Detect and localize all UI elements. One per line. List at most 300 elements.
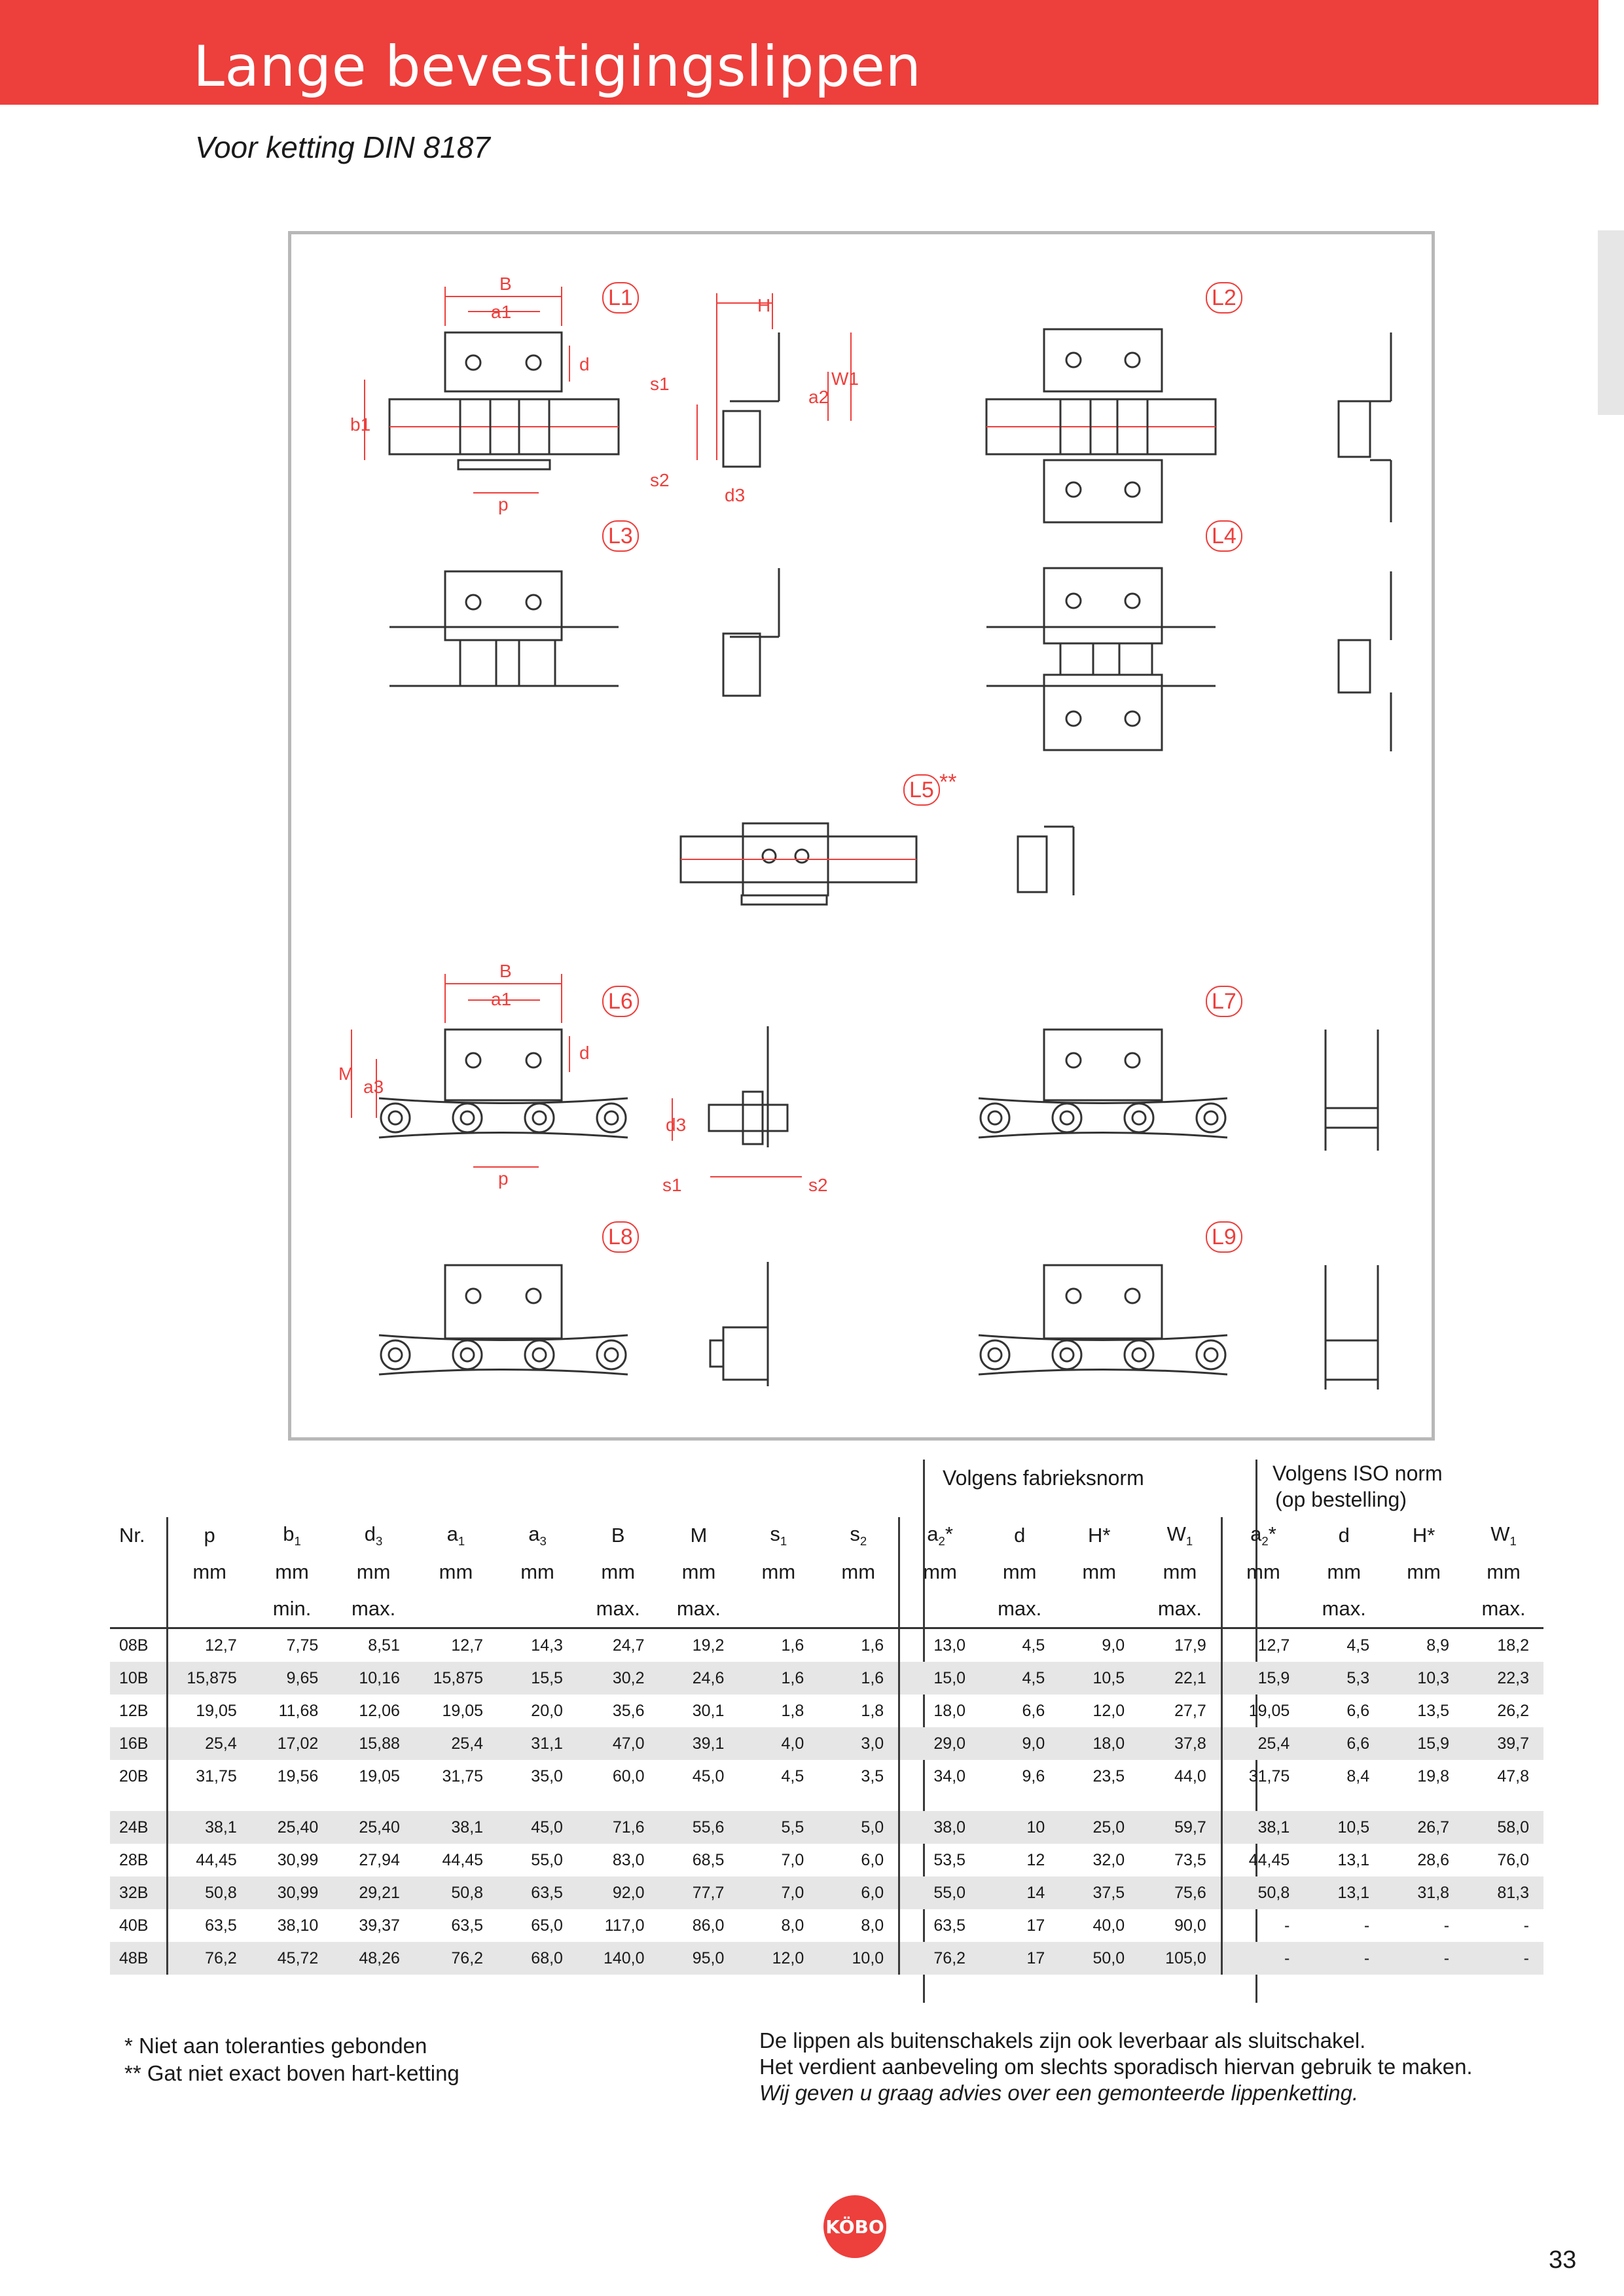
dim-label-b1: b1 <box>350 414 371 435</box>
table-cell: 15,9 <box>1221 1662 1304 1695</box>
table-cell: 12,7 <box>451 1636 484 1655</box>
chain-number: 08B <box>119 1636 149 1655</box>
gap-cell <box>1464 1793 1543 1811</box>
side-roller <box>723 1327 768 1380</box>
table-cell: 76,2 <box>899 1942 980 1975</box>
side-link <box>723 411 760 467</box>
unit-cell: mm <box>275 1560 309 1583</box>
gap-cell <box>497 1793 577 1811</box>
table-row <box>110 1727 1543 1760</box>
plate-outline <box>445 332 562 391</box>
gap-cell <box>110 1793 167 1811</box>
gap-cell <box>1059 1793 1139 1811</box>
table-cell: 55,6 <box>659 1811 739 1844</box>
table-cell: 13,1 <box>1304 1876 1384 1909</box>
table-cell: 63,5 <box>497 1876 577 1909</box>
table-cell: 38,10 <box>277 1916 319 1935</box>
chain-number: 20B <box>119 1767 149 1785</box>
table-cell: 68,5 <box>692 1850 725 1869</box>
table-row <box>110 1695 1543 1727</box>
roller <box>597 1103 626 1132</box>
table-cell: 15,875 <box>167 1662 251 1695</box>
table-cell: 29,21 <box>333 1876 414 1909</box>
table-cell: 7,75 <box>286 1636 319 1655</box>
table-cell: 12,0 <box>1092 1701 1125 1720</box>
dim-label-M: M <box>338 1064 354 1084</box>
unit-cell: mm <box>899 1554 980 1590</box>
limit-cell: max. <box>1304 1590 1384 1628</box>
side-pin <box>709 1105 787 1131</box>
table-cell: 1,6 <box>738 1662 818 1695</box>
table-cell: 4,5 <box>781 1767 804 1785</box>
limit-cell <box>497 1590 577 1628</box>
column-header: d <box>1014 1524 1026 1547</box>
chain-number: 28B <box>119 1850 149 1869</box>
table-cell: 20,0 <box>531 1701 563 1720</box>
unit-cell: mm <box>681 1560 716 1583</box>
bolt-hole <box>1125 1053 1140 1067</box>
dim-label-W1: W1 <box>831 368 859 389</box>
header-row-columns <box>110 1517 1543 1554</box>
table-cell: 44,0 <box>1174 1767 1206 1785</box>
figure-label-L7: L7 <box>1212 989 1236 1014</box>
chain-side-outline <box>379 1098 628 1138</box>
column-header: $a_1$ <box>446 1522 465 1549</box>
column-header: $a_2*$ <box>899 1517 980 1554</box>
table-cell: - <box>1464 1942 1543 1975</box>
side-pin <box>710 1340 723 1367</box>
limit-cell <box>1059 1590 1139 1628</box>
table-cell: 92,0 <box>577 1876 659 1909</box>
gap-cell <box>1384 1793 1464 1811</box>
table-cell: 44,45 <box>1221 1844 1304 1876</box>
table-cell: 4,5 <box>1022 1636 1045 1655</box>
table-cell: 8,51 <box>368 1636 400 1655</box>
roller <box>981 1340 1009 1369</box>
table-cell: 25,40 <box>333 1811 414 1844</box>
page-subtitle: Voor ketting DIN 8187 <box>195 130 490 164</box>
table-cell: 76,2 <box>414 1942 497 1975</box>
gap-cell <box>251 1793 333 1811</box>
gap-cell <box>659 1793 739 1811</box>
side-link <box>1018 836 1047 892</box>
table-cell: 13,1 <box>1337 1850 1370 1869</box>
bolt-hole <box>1125 711 1140 726</box>
roller-link <box>1060 643 1093 675</box>
remark-2: Het verdient aanbeveling om slechts sporadisch hiervan gebruik te maken. <box>759 2054 1473 2079</box>
table-cell: 26,2 <box>1497 1701 1529 1720</box>
plate-outline <box>1044 329 1162 391</box>
column-header: B <box>611 1524 625 1547</box>
table-cell: 38,0 <box>899 1811 980 1844</box>
limit-cell <box>110 1590 167 1628</box>
side-link <box>723 634 760 696</box>
table-cell: 17,9 <box>1174 1636 1206 1655</box>
unit-cell: mm <box>1163 1560 1197 1583</box>
table-cell: 1,6 <box>861 1636 884 1655</box>
unit-cell: mm <box>841 1560 876 1583</box>
table-cell: 27,7 <box>1174 1701 1206 1720</box>
footnote-2: ** Gat niet exact boven hart-ketting <box>124 2061 460 2085</box>
unit-cell: mm <box>356 1560 391 1583</box>
pin <box>533 1111 546 1124</box>
table-cell: 25,4 <box>1221 1727 1304 1760</box>
limit-cell: max. <box>1464 1590 1543 1628</box>
table-cell: 25,4 <box>167 1727 251 1760</box>
table-cell: 18,0 <box>1059 1727 1139 1760</box>
table-cell: 31,1 <box>497 1727 577 1760</box>
gap-cell <box>1221 1793 1304 1811</box>
roller <box>1053 1103 1081 1132</box>
roller <box>381 1340 410 1369</box>
plate-outline <box>445 571 562 640</box>
side-roller <box>743 1092 763 1144</box>
table-cell: 60,0 <box>612 1767 645 1785</box>
spec-table-body <box>110 1628 1543 1975</box>
column-header: $W_1$ <box>1490 1522 1517 1549</box>
table-cell: 83,0 <box>612 1850 645 1869</box>
table-cell: 38,1 <box>1221 1811 1304 1844</box>
table-row <box>110 1662 1543 1695</box>
table-row <box>110 1844 1543 1876</box>
table-cell: - <box>1221 1909 1304 1942</box>
table-row <box>110 1811 1543 1844</box>
roller <box>381 1103 410 1132</box>
roller <box>981 1103 1009 1132</box>
table-cell: 63,5 <box>167 1909 251 1942</box>
limit-cell <box>738 1590 818 1628</box>
gap-cell <box>333 1793 414 1811</box>
roller-link <box>460 640 496 686</box>
table-cell: 10,5 <box>1059 1662 1139 1695</box>
gap-cell <box>1304 1793 1384 1811</box>
figure-label-L2: L2 <box>1212 285 1236 310</box>
table-cell: 6,0 <box>861 1850 884 1869</box>
table-cell: 30,1 <box>692 1701 725 1720</box>
chain-number: 16B <box>110 1727 167 1760</box>
bottom-plate <box>458 460 550 469</box>
pin <box>1060 1111 1074 1124</box>
table-cell: 1,8 <box>861 1701 884 1720</box>
bolt-hole <box>795 850 808 863</box>
roller-link <box>519 640 555 686</box>
table-row <box>110 1942 1543 1975</box>
unit-cell: mm <box>439 1560 473 1583</box>
dim-label-a1: a1 <box>491 302 512 322</box>
table-cell: 19,05 <box>442 1701 484 1720</box>
table-cell: 37,5 <box>1059 1876 1139 1909</box>
table-cell: 63,5 <box>899 1909 980 1942</box>
roller <box>1053 1340 1081 1369</box>
gap-cell <box>818 1793 899 1811</box>
remark-1: De lippen als buitenschakels zijn ook leverbaar als sluitschakel. <box>759 2028 1366 2053</box>
table-cell: 11,68 <box>278 1701 319 1720</box>
table-cell: 40,0 <box>1092 1916 1125 1935</box>
table-cell: 45,0 <box>692 1767 725 1785</box>
spec-table <box>110 1517 1543 1975</box>
dim-label-d-L6: d <box>579 1043 590 1063</box>
side-link <box>1339 640 1370 692</box>
row-gap <box>110 1793 1543 1811</box>
roller <box>1125 1340 1153 1369</box>
dim-label-s2-L6: s2 <box>808 1175 828 1195</box>
unit-cell: mm <box>1407 1560 1441 1583</box>
table-cell: 7,0 <box>738 1876 818 1909</box>
header-row-units <box>110 1554 1543 1590</box>
figure-label-L9: L9 <box>1212 1225 1236 1249</box>
limit-cell <box>414 1590 497 1628</box>
pin <box>605 1348 618 1361</box>
table-cell: 18,0 <box>899 1695 980 1727</box>
bolt-hole <box>466 595 480 609</box>
column-header: $a_2*$ <box>1221 1517 1304 1554</box>
dim-label-s2: s2 <box>650 470 670 490</box>
table-cell: 76,0 <box>1497 1850 1529 1869</box>
table-cell: 38,1 <box>167 1811 251 1844</box>
table-cell: 50,8 <box>1221 1876 1304 1909</box>
bolt-hole <box>526 1053 541 1067</box>
kobo-logo: KÖBO <box>823 2195 886 2258</box>
table-cell: 13,0 <box>899 1628 980 1662</box>
chain-number: 10B <box>110 1662 167 1695</box>
table-cell: 6,0 <box>818 1876 899 1909</box>
table-cell: 28,6 <box>1417 1850 1450 1869</box>
table-cell: 9,0 <box>1102 1636 1125 1655</box>
roller <box>1197 1340 1225 1369</box>
gap-cell <box>738 1793 818 1811</box>
roller <box>453 1340 482 1369</box>
roller <box>525 1103 554 1132</box>
table-cell: 12,0 <box>738 1942 818 1975</box>
bolt-hole <box>466 355 480 370</box>
table-cell: 31,75 <box>167 1760 251 1793</box>
table-row <box>110 1628 1543 1662</box>
table-cell: 3,5 <box>861 1767 884 1785</box>
table-cell: 24,6 <box>659 1662 739 1695</box>
technical-drawing <box>288 231 1435 1441</box>
table-cell: 7,0 <box>781 1850 804 1869</box>
table-cell: 14 <box>980 1876 1059 1909</box>
pin <box>1204 1111 1218 1124</box>
roller <box>597 1340 626 1369</box>
table-cell: 34,0 <box>899 1760 980 1793</box>
table-cell: 14,3 <box>531 1636 563 1655</box>
table-cell: 35,0 <box>531 1767 563 1785</box>
plate-outline <box>1044 568 1162 643</box>
figure-label-L4: L4 <box>1212 524 1236 548</box>
unit-cell: mm <box>167 1554 251 1590</box>
table-cell: 31,75 <box>1221 1760 1304 1793</box>
roller <box>525 1340 554 1369</box>
bolt-hole <box>466 1289 480 1303</box>
unit-cell: mm <box>1221 1554 1304 1590</box>
table-cell: 25,4 <box>414 1727 497 1760</box>
table-cell: 15,9 <box>1384 1727 1464 1760</box>
table-cell: 12,7 <box>1221 1628 1304 1662</box>
table-cell: 75,6 <box>1139 1876 1221 1909</box>
table-cell: 5,3 <box>1304 1662 1384 1695</box>
table-cell: 68,0 <box>497 1942 577 1975</box>
table-cell: - <box>1363 1916 1370 1935</box>
table-cell: 12,7 <box>167 1628 251 1662</box>
gap-cell <box>167 1793 251 1811</box>
dim-label-d3-L6: d3 <box>666 1115 687 1135</box>
pin <box>533 1348 546 1361</box>
table-cell: - <box>1384 1942 1464 1975</box>
bolt-hole <box>1125 353 1140 367</box>
limit-cell: max. <box>333 1590 414 1628</box>
gap-cell <box>1139 1793 1221 1811</box>
table-cell: 25,0 <box>1059 1811 1139 1844</box>
table-cell: 5,0 <box>818 1811 899 1844</box>
table-cell: 45,0 <box>497 1811 577 1844</box>
limit-cell <box>1221 1590 1304 1628</box>
table-cell: 12 <box>1026 1850 1045 1869</box>
chain-number: 24B <box>110 1811 167 1844</box>
chain-side-outline <box>979 1335 1227 1374</box>
page-title: Lange bevestigingslippen <box>193 34 922 99</box>
table-cell: 30,2 <box>577 1662 659 1695</box>
footnote-1: * Niet aan toleranties gebonden <box>124 2034 427 2058</box>
plate-outline <box>1044 1265 1162 1338</box>
limit-cell <box>1384 1590 1464 1628</box>
plate-outline <box>445 1265 562 1338</box>
table-cell: 10,5 <box>1304 1811 1384 1844</box>
table-cell: 39,37 <box>359 1916 400 1935</box>
dim-label-a2: a2 <box>808 387 829 407</box>
dim-label-B-L6: B <box>499 961 512 981</box>
table-cell: 8,0 <box>861 1916 884 1935</box>
table-cell: 47,8 <box>1497 1767 1529 1785</box>
column-header: $b_1$ <box>283 1522 301 1549</box>
table-cell: 6,6 <box>1346 1701 1370 1720</box>
table-cell: 44,45 <box>442 1850 484 1869</box>
table-row <box>110 1876 1543 1909</box>
table-cell: 22,3 <box>1464 1662 1543 1695</box>
limit-cell: max. <box>659 1590 739 1628</box>
pin <box>988 1348 1001 1361</box>
table-cell: 63,5 <box>451 1916 484 1935</box>
column-header: p <box>167 1517 251 1554</box>
column-header: H* <box>1412 1524 1435 1547</box>
table-cell: 44,45 <box>167 1844 251 1876</box>
header-row-limits <box>110 1590 1543 1628</box>
table-cell: 19,05 <box>167 1695 251 1727</box>
table-cell: 17,02 <box>251 1727 333 1760</box>
roller <box>1197 1103 1225 1132</box>
plate-outline <box>445 1030 562 1100</box>
chain-number: 48B <box>110 1942 167 1975</box>
unit-cell: mm <box>1327 1560 1362 1583</box>
unit-cell: mm <box>601 1560 636 1583</box>
table-cell: - <box>1304 1942 1384 1975</box>
table-cell: 35,6 <box>612 1701 645 1720</box>
bolt-hole <box>1066 711 1081 726</box>
limit-cell <box>899 1590 980 1628</box>
table-cell: 81,3 <box>1464 1876 1543 1909</box>
chain-number: 32B <box>110 1876 167 1909</box>
bolt-hole <box>1066 353 1081 367</box>
table-cell: 50,0 <box>1059 1942 1139 1975</box>
table-cell: 15,88 <box>333 1727 414 1760</box>
pin <box>389 1111 402 1124</box>
table-cell: 30,99 <box>277 1850 319 1869</box>
side-tab <box>1598 230 1624 415</box>
table-cell: 55,0 <box>899 1876 980 1909</box>
table-cell: 50,8 <box>167 1876 251 1909</box>
table-cell: 12,06 <box>359 1701 400 1720</box>
table-cell: 25,40 <box>251 1811 333 1844</box>
table-cell: 1,6 <box>781 1636 804 1655</box>
figure-label-L5: L5 <box>909 778 934 802</box>
gap-cell <box>899 1793 980 1811</box>
bolt-hole <box>1066 1053 1081 1067</box>
table-cell: 10,0 <box>818 1942 899 1975</box>
dim-label-d3: d3 <box>725 485 746 505</box>
plate-outline <box>1044 1030 1162 1100</box>
table-cell: 29,0 <box>899 1727 980 1760</box>
table-cell: 117,0 <box>604 1916 645 1935</box>
table-cell: 19,2 <box>692 1636 725 1655</box>
pin <box>1204 1348 1218 1361</box>
table-cell: 55,0 <box>531 1850 563 1869</box>
column-header: d <box>1338 1524 1350 1547</box>
table-cell: 10 <box>980 1811 1059 1844</box>
group-header-factory: Volgens fabrieksnorm <box>943 1466 1144 1490</box>
table-row <box>110 1909 1543 1942</box>
l5-asterisks: ** <box>939 770 957 795</box>
table-cell: 15,5 <box>497 1662 577 1695</box>
table-cell: 77,7 <box>659 1876 739 1909</box>
bolt-hole <box>1066 594 1081 608</box>
chain-side-outline <box>379 1335 628 1374</box>
roller-link <box>1119 643 1152 675</box>
dim-label-a3: a3 <box>363 1077 384 1097</box>
table-cell: 9,0 <box>980 1727 1059 1760</box>
table-cell: 18,2 <box>1497 1636 1529 1655</box>
table-cell: 4,5 <box>1346 1636 1370 1655</box>
table-cell: 6,6 <box>1304 1727 1384 1760</box>
table-cell: 3,0 <box>818 1727 899 1760</box>
bolt-hole <box>1066 1289 1081 1303</box>
bolt-hole <box>763 850 776 863</box>
table-cell: 65,0 <box>531 1916 563 1935</box>
roller <box>453 1103 482 1132</box>
unit-cell: mm <box>761 1560 796 1583</box>
remark-3: Wij geven u graag advies over een gemonteerde lippenketting. <box>759 2081 1359 2105</box>
table-cell: 37,8 <box>1139 1727 1221 1760</box>
dim-label-H: H <box>757 295 771 315</box>
drawing-svg <box>291 234 1432 1437</box>
side-roller <box>1326 1108 1378 1128</box>
table-cell: 76,2 <box>167 1942 251 1975</box>
limit-cell: max. <box>1139 1590 1221 1628</box>
table-cell: - <box>1523 1916 1529 1935</box>
table-cell: 105,0 <box>1139 1942 1221 1975</box>
table-cell: 32,0 <box>1092 1850 1125 1869</box>
pin <box>1132 1111 1146 1124</box>
unit-cell <box>110 1554 167 1590</box>
table-cell: 10,16 <box>333 1662 414 1695</box>
chain-side-outline <box>979 1098 1227 1138</box>
dim-label-a1-L6: a1 <box>491 989 512 1009</box>
figure-label-L3: L3 <box>608 524 633 548</box>
dim-label-s1-L6: s1 <box>662 1175 682 1195</box>
dim-label-p: p <box>498 494 509 514</box>
column-header: M <box>690 1524 708 1547</box>
table-cell: 86,0 <box>692 1916 725 1935</box>
dim-label-s1: s1 <box>650 374 670 394</box>
